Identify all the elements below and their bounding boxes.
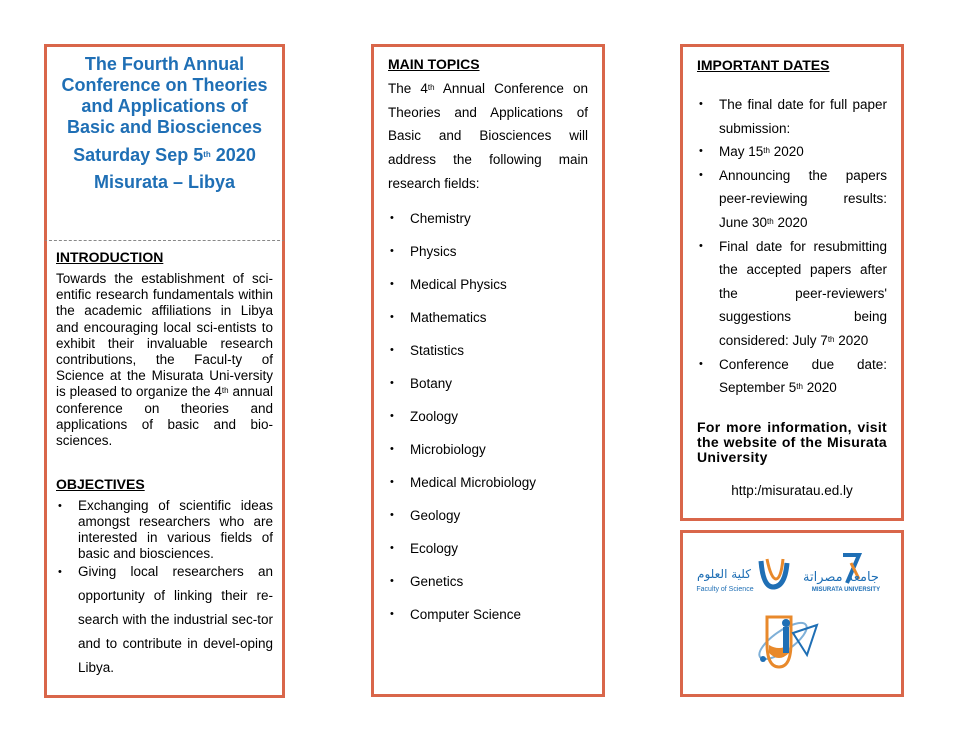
faculty-of-science-logo (696, 559, 787, 593)
atom-dot-icon (760, 656, 766, 662)
list-item: • Chemistry (388, 202, 588, 235)
conference-date: Saturday Sep 5th 2020 (73, 145, 256, 165)
list-item: • Statistics (388, 334, 588, 367)
introduction-panel (44, 240, 285, 698)
logos-artwork (683, 533, 901, 694)
faculty-english-name: Faculty of Science (696, 586, 754, 593)
introduction-text: Towards the establishment of sci-entific research fundamentals within the academic affiliations in Libya and encouraging local sci-entists to exhibit their invaluable research contributions, the Facul-ty of Science at the Misurata Uni-versity is pleased to organize the 4th annual conference on theories and applications of basic and bio-sciences. (56, 271, 273, 449)
list-item: • Botany (388, 367, 588, 400)
main-topics-heading: MAIN TOPICS (388, 56, 480, 72)
list-item: • Medical Microbiology (388, 466, 588, 499)
conference-location: Misurata – Libya (93, 172, 236, 192)
list-item: • Zoology (388, 400, 588, 433)
faculty-flame-icon (767, 559, 783, 579)
website-link[interactable]: http:/misuratau.ed.ly (731, 482, 853, 498)
list-item: • Mathematics (388, 301, 588, 334)
important-dates-panel (680, 44, 904, 521)
list-item: • Geology (388, 499, 588, 532)
more-info-text: For more information, visit the website of the Misurata University (697, 418, 887, 465)
misurata-university-logo (803, 555, 880, 593)
dates-list (697, 93, 887, 400)
list-item: • Conference due date: September 5th 2020 (697, 353, 887, 400)
title-panel (44, 44, 285, 242)
logos-panel (680, 530, 904, 697)
list-item: • The final date for full paper submission: (697, 93, 887, 140)
conference-logo (754, 617, 817, 667)
list-item: • Ecology (388, 532, 588, 565)
university-english-name: MISURATA UNIVERSITY (811, 587, 881, 593)
objectives-heading: OBJECTIVES (56, 476, 145, 493)
list-item: • Announcing the papers peer-reviewing results: June 30th 2020 (697, 164, 887, 235)
list-item: • Computer Science (388, 598, 588, 631)
exclamation-dot-icon (782, 619, 790, 627)
list-item: • Genetics (388, 565, 588, 598)
list-item: • Giving local researchers an opportunity of linking their re-search with the industrial sec-tor and to contribute in devel-oping Libya. (56, 560, 273, 680)
list-item: • May 15th 2020 (697, 140, 887, 164)
conference-title: The Fourth Annual Conference on Theories and Applications of Basic and Biosciences (61, 54, 268, 137)
introduction-heading: INTRODUCTION (56, 249, 164, 265)
exclamation-bar-icon (783, 627, 789, 653)
important-dates-heading: IMPORTANT DATES (697, 57, 830, 73)
list-item: • Microbiology (388, 433, 588, 466)
topics-list (388, 202, 588, 631)
objectives-list (56, 498, 273, 680)
list-item: • Medical Physics (388, 268, 588, 301)
triangle-ruler-icon (793, 625, 817, 655)
faculty-arabic-name: كلية العلوم (697, 567, 751, 581)
list-item: • Final date for resubmitting the accepted papers after the peer-reviewers' suggestions being considered: July 7th 2020 (697, 235, 887, 353)
main-topics-panel (371, 44, 605, 697)
main-topics-intro: The 4th Annual Conference on Theories and Applications of Basic and Biosciences will address the following main research fields: (388, 81, 588, 191)
university-arabic-name: جامعة مصراتة (803, 570, 879, 585)
list-item: • Physics (388, 235, 588, 268)
list-item: • Exchanging of scientific ideas amongst researchers who are interested in various fields of basic and biosciences. (56, 498, 273, 562)
